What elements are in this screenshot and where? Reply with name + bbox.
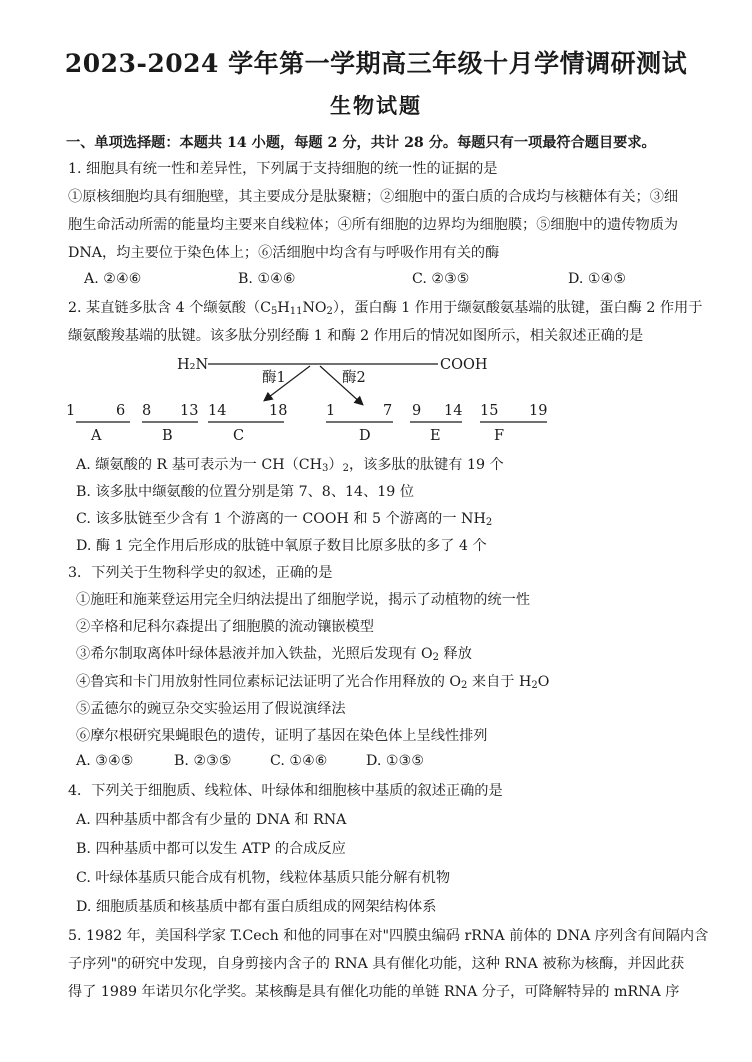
peptide-cleavage-diagram bbox=[60, 350, 560, 450]
q2-stem-line-2: 缬氨酸羧基端的肽键。该多肽分别经酶 1 和酶 2 作用后的情况如图所示，相关叙述正确的是 bbox=[68, 328, 644, 344]
q1-option-a: A. ②④⑥ bbox=[84, 271, 142, 287]
fragment-a-end: 6 bbox=[116, 403, 126, 419]
fragment-b-start: 8 bbox=[142, 403, 152, 419]
q2-stem-line-1: 2. 某直链多肽含 4 个缬氨酸$(C_5H_{11}NO_2)$，蛋白酶 1 作用于缬氨酸氨基端的肽键，蛋白酶 2 作用于 bbox=[68, 300, 703, 317]
q2-option-a: A. 缬氨酸的 R 基可表示为一 $CH(CH_3)_2$，该多肽的肽键有 19 个 bbox=[76, 457, 504, 474]
exam-title: 2023-2024 学年第一学期高三年级十月学情调研测试 bbox=[64, 49, 688, 78]
q3-stem: 3．下列关于生物科学史的叙述，正确的是 bbox=[68, 565, 333, 581]
q4-stem: 4．下列关于细胞质、线粒体、叶绿体和细胞核中基质的叙述正确的是 bbox=[68, 783, 503, 799]
q4-option-d: D. 细胞质基质和核基质中都有蛋白质组成的网架结构体系 bbox=[76, 899, 437, 915]
q1-statements-line-2: 胞生命活动所需的能量均主要来自线粒体；④所有细胞的边界均为细胞膜；⑤细胞中的遗传物质为 bbox=[68, 217, 679, 233]
fragment-d-end: 7 bbox=[383, 403, 393, 419]
fragment-e-start: 9 bbox=[412, 403, 422, 419]
section-heading: 一、单项选择题：本题共 14 小题，每题 2 分，共计 28 分。每题只有一项最符合题目要求。 bbox=[66, 135, 656, 151]
q1-stem: 1. 细胞具有统一性和差异性，下列属于支持细胞的统一性的证据的是 bbox=[68, 161, 498, 177]
q5-stem-line-2: 子序列"的研究中发现，自身剪接内含子的 RNA 具有催化功能，这种 RNA 被称为核酶，并因此获 bbox=[68, 956, 685, 972]
enzyme2-label: 酶2 bbox=[342, 370, 366, 386]
q2-option-d: D. 酶 1 完全作用后形成的肽链中氧原子数目比原多肽的多了 4 个 bbox=[76, 538, 487, 554]
q3-option-b: B. ②③⑤ bbox=[174, 753, 232, 769]
q1-option-b: B. ①④⑥ bbox=[238, 271, 296, 287]
fragment-e-label: E bbox=[430, 428, 441, 444]
q3-statement-2: ②辛格和尼科尔森提出了细胞膜的流动镶嵌模型 bbox=[76, 619, 374, 635]
fragment-e-end: 14 bbox=[444, 403, 463, 419]
q1-option-c: C. ②③⑤ bbox=[412, 271, 470, 287]
q3-statement-3: ③希尔制取离体叶绿体悬液并加入铁盐，光照后发现有 $O_2$ 释放 bbox=[76, 646, 472, 663]
q2-option-c: C. 该多肽链至少含有 1 个游离的一 COOH 和 5 个游离的一 $NH_2$ bbox=[76, 511, 493, 528]
q5-stem-line-1: 5. 1982 年，美国科学家 T.Cech 和他的同事在对"四膜虫编码 rRNA 前体的 DNA 序列含有间隔内含 bbox=[68, 928, 709, 944]
fragment-d-start: 1 bbox=[326, 403, 336, 419]
fragment-c-start: 14 bbox=[208, 403, 227, 419]
fragment-c-label: C bbox=[233, 428, 245, 444]
fragment-a-start: 1 bbox=[66, 403, 76, 419]
q4-option-a: A. 四种基质中都含有少量的 DNA 和 RNA bbox=[76, 812, 347, 828]
fragment-b-label: B bbox=[162, 428, 173, 444]
fragment-f-end: 19 bbox=[529, 403, 548, 419]
fragment-a-label: A bbox=[91, 428, 102, 444]
q3-statement-1: ①施旺和施莱登运用完全归纳法提出了细胞学说，揭示了动植物的统一性 bbox=[76, 592, 531, 608]
q5-stem-line-3: 得了 1989 年诺贝尔化学奖。某核酶是具有催化功能的单链 RNA 分子，可降解特异的 mRNA 序 bbox=[68, 984, 680, 1000]
fragment-d-label: D bbox=[359, 428, 371, 444]
q2-option-b: B. 该多肽中缬氨酸的位置分别是第 7、8、14、19 位 bbox=[76, 484, 415, 500]
q3-option-c: C. ①④⑥ bbox=[270, 753, 328, 769]
q1-statements-line-3: DNA，均主要位于染色体上；⑥活细胞中均含有与呼吸作用有关的酶 bbox=[68, 245, 500, 261]
q4-option-b: B. 四种基质中都可以发生 ATP 的合成反应 bbox=[76, 841, 346, 857]
amino-terminus-label: H₂N bbox=[177, 357, 209, 373]
exam-subtitle: 生物试题 bbox=[330, 93, 422, 118]
enzyme1-label: 酶1 bbox=[262, 370, 286, 386]
q3-option-d: D. ①③⑤ bbox=[366, 753, 425, 769]
q4-option-c: C. 叶绿体基质只能合成有机物，线粒体基质只能分解有机物 bbox=[76, 870, 451, 886]
q1-option-d: D. ①④⑤ bbox=[568, 271, 627, 287]
q3-statement-5: ⑤孟德尔的豌豆杂交实验运用了假说演绎法 bbox=[76, 701, 346, 717]
q3-option-a: A. ③④⑤ bbox=[76, 753, 134, 769]
q3-statement-4: ④鲁宾和卡门用放射性同位素标记法证明了光合作用释放的 $O_2$ 来自于 $H_2O$ bbox=[76, 674, 550, 691]
q3-statement-6: ⑥摩尔根研究果蝇眼色的遗传，证明了基因在染色体上呈线性排列 bbox=[76, 728, 488, 744]
fragment-c-end: 18 bbox=[269, 403, 288, 419]
carboxyl-terminus-label: COOH bbox=[440, 357, 488, 373]
fragment-f-label: F bbox=[494, 428, 505, 444]
q1-statements-line-1: ①原核细胞均具有细胞壁，其主要成分是肽聚糖；②细胞中的蛋白质的合成均与核糖体有关；③细 bbox=[68, 189, 679, 205]
fragment-f-start: 15 bbox=[480, 403, 499, 419]
fragment-b-end: 13 bbox=[180, 403, 199, 419]
